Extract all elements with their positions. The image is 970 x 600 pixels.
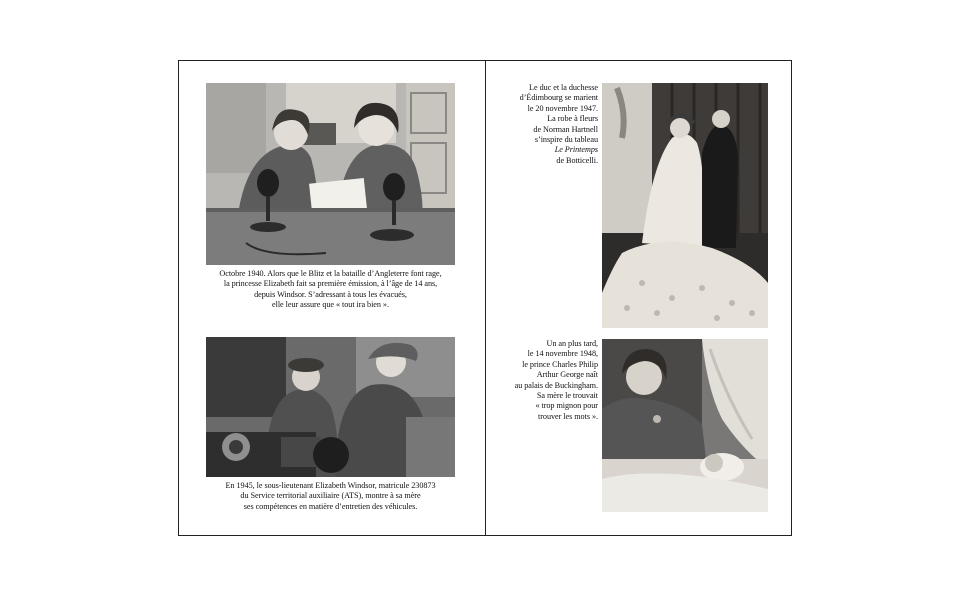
caption-line-artwork-title: Le Printemps (554, 145, 598, 155)
caption-line: au palais de Buckingham. (514, 380, 598, 390)
caption-ats-vehicle (206, 481, 455, 512)
caption-line: le 20 novembre 1947. (527, 103, 598, 113)
caption-line: Sa mère le trouvait (536, 391, 598, 401)
caption-wedding (496, 83, 598, 166)
photo-mother-and-baby (602, 339, 768, 512)
caption-line: la princesse Elizabeth fait sa première émission, à l’âge de 14 ans, (223, 279, 438, 289)
caption-line: le prince Charles Philip (522, 359, 598, 369)
caption-radio-broadcast (206, 269, 455, 311)
caption-line: Octobre 1940. Alors que le Blitz et la bataille d’Angleterre font rage, (219, 269, 442, 278)
photo-ats-vehicle (206, 337, 455, 477)
photo-radio-broadcast (206, 83, 455, 265)
caption-line: « trop mignon pour (535, 401, 598, 411)
caption-line: du Service territorial auxiliaire (ATS), montre à sa mère (240, 491, 421, 501)
caption-line: Un an plus tard, (546, 339, 598, 348)
caption-line: elle leur assure que « tout ira bien ». (272, 300, 389, 310)
page-gutter (485, 60, 486, 536)
caption-line: En 1945, le sous-lieutenant Elizabeth Windsor, matricule 230873 (225, 481, 436, 490)
caption-line: trouver les mots ». (538, 411, 598, 421)
caption-prince-birth (496, 339, 598, 422)
caption-line: de Botticelli. (556, 155, 598, 165)
caption-line: Le duc et la duchesse (529, 83, 598, 92)
caption-line: ses compétences en matière d’entretien des véhicules. (243, 501, 418, 511)
caption-line: depuis Windsor. S’adressant à tous les évacués, (254, 289, 407, 299)
caption-line: le 14 novembre 1948, (527, 349, 598, 359)
caption-line: de Norman Hartnell (533, 124, 598, 134)
photo-royal-wedding (602, 83, 768, 328)
caption-line: d’Édimbourg se marient (519, 93, 598, 103)
caption-line: Arthur George naît (536, 370, 598, 380)
caption-line: La robe à fleurs (547, 114, 598, 124)
caption-line: s’inspire du tableau (534, 135, 598, 145)
